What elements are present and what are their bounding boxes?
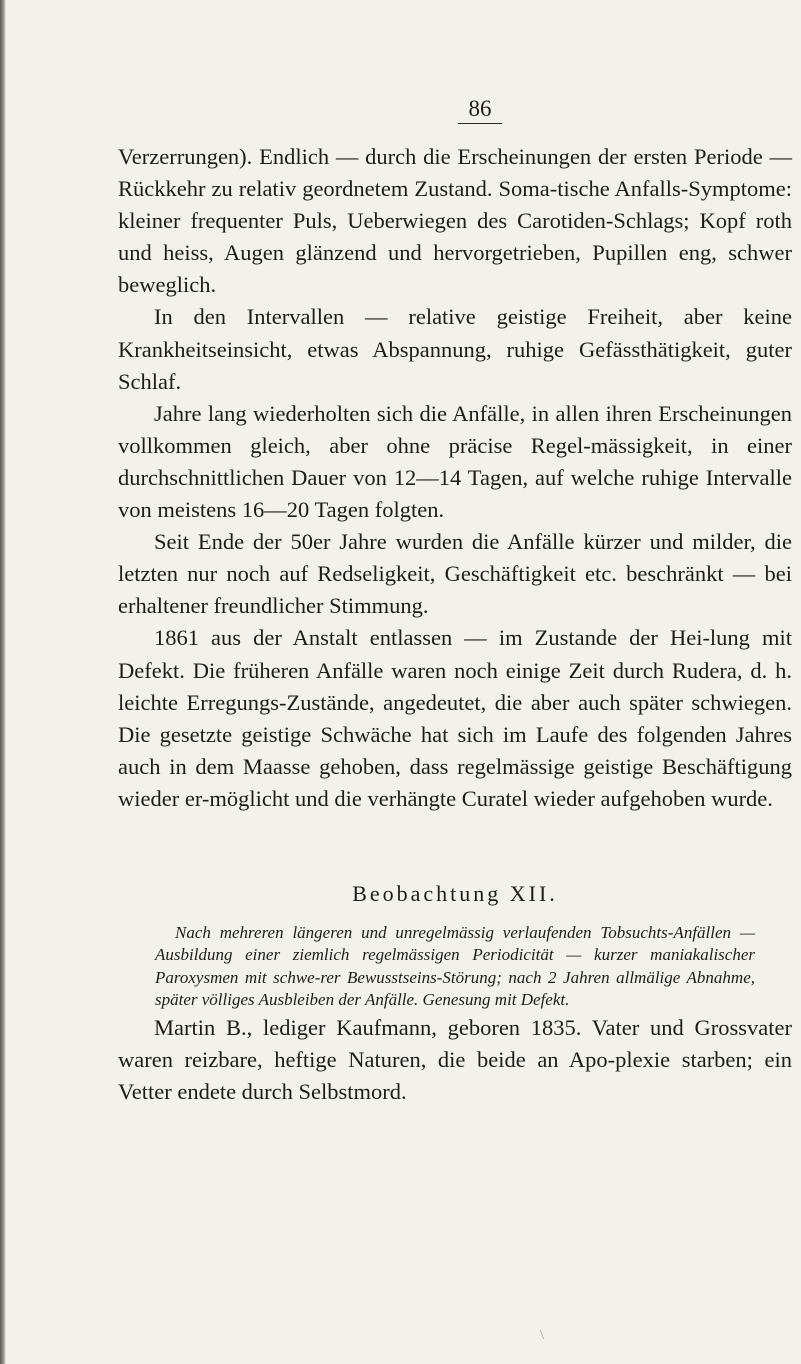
page-number: 86 [458, 95, 502, 124]
paragraph-1: Verzerrungen). Endlich — durch die Erscheinungen der ersten Periode — Rückkehr zu relativ geordnetem Zustand. Soma-tische Anfalls-Symptome: kleiner frequenter Puls, Ueberwiegen des Carotiden-Schlags; Kopf roth und heiss, Augen glänzend und hervorgetrieben, Pupillen eng, schwer beweglich. [118, 144, 792, 298]
case-text [118, 1012, 792, 1108]
page-edge-shadow [0, 0, 6, 1364]
paragraph-2: In den Intervallen — relative geistige Freiheit, aber keine Krankheitseinsicht, etwas Abspannung, ruhige Gefässthätigkeit, guter Schlaf. [118, 304, 792, 394]
body-text [118, 141, 792, 815]
case-paragraph: Martin B., lediger Kaufmann, geboren 1835. Vater und Grossvater waren reizbare, heftige Naturen, die beide an Apo-plexie starben; ein Vetter endete durch Selbstmord. [118, 1015, 792, 1105]
paragraph-3: Jahre lang wiederholten sich die Anfälle, in allen ihren Erscheinungen vollkommen gleich, aber ohne präcise Regel-mässigkeit, in einer durchschnittlichen Dauer von 12—14 Tagen, auf welche ruhige Intervalle von meistens 16—20 Tagen folgten. [118, 400, 792, 523]
paragraph-4: Seit Ende der 50er Jahre wurden die Anfälle kürzer und milder, die letzten nur noch auf Redseligkeit, Geschäftigkeit etc. beschränkt — bei erhaltener freundlicher Stimmung. [118, 529, 792, 619]
scan-mark: \ [540, 1328, 544, 1343]
observation-heading: Beobachtung XII. [352, 881, 558, 906]
observation-summary: Nach mehreren längeren und unregelmässig verlaufenden Tobsuchts-Anfällen — Ausbildung einer ziemlich regelmässigen Periodicität — kurzer maniakalischer Paroxysmen mit schwe-rer Bewusstseins-Störung; nach 2 Jahren allmälige Abnahme, später völliges Ausbleiben der Anfälle. Genesung mit Defekt. [155, 923, 755, 1009]
paragraph-5: 1861 aus der Anstalt entlassen — im Zustande der Hei-lung mit Defekt. Die früheren Anfälle waren noch einige Zeit durch Rudera, d. h. leichte Erregungs-Zustände, angedeutet, die aber auch später schwiegen. Die gesetzte geistige Schwäche hat sich im Laufe des folgenden Jahres auch in dem Maasse gehoben, dass regelmässige geistige Beschäftigung wieder er-möglicht und die verhängte Curatel wieder aufgehoben wurde. [118, 625, 792, 811]
